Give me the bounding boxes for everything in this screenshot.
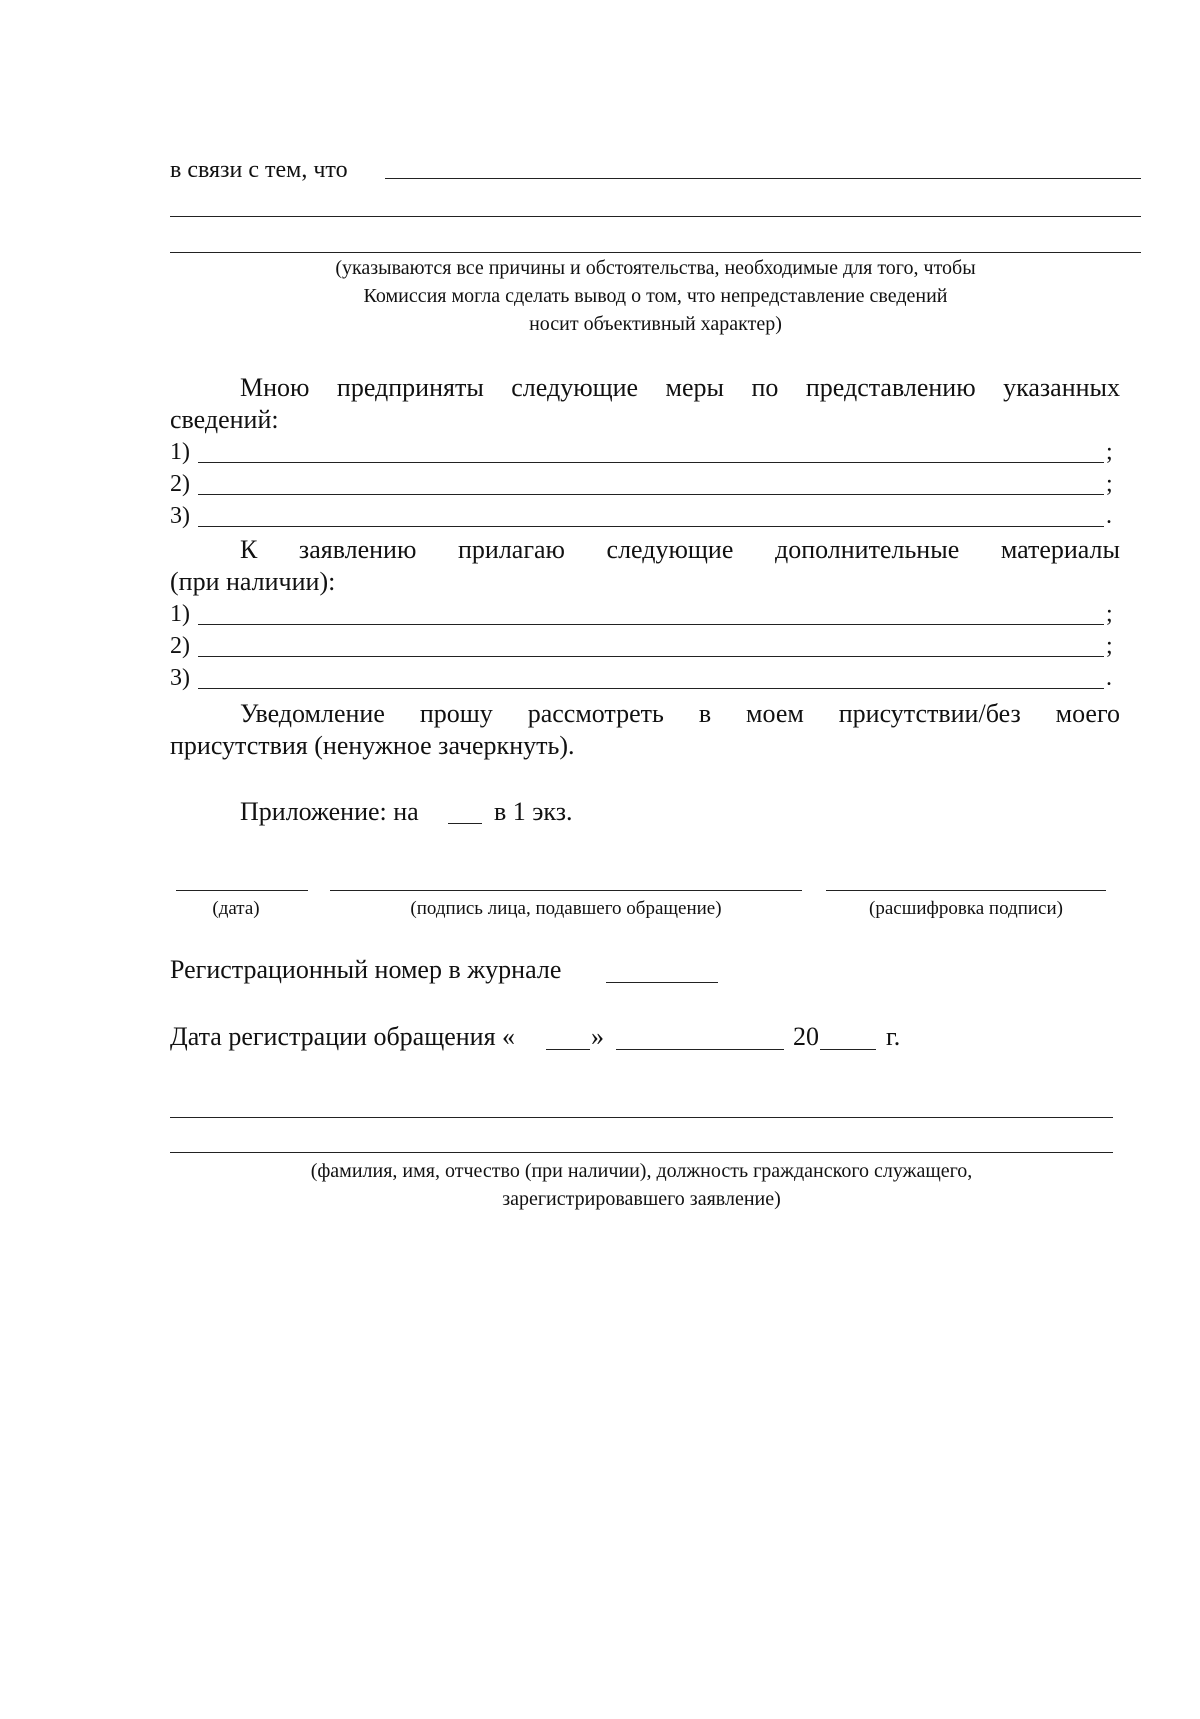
measure-line-2[interactable] [198,494,1104,495]
reason-line-2[interactable] [170,216,1141,217]
material-number-1: 1) [170,601,190,627]
registration-date-label: Дата регистрации обращения « [170,1022,516,1051]
registration-year-suffix: г. [886,1022,901,1051]
material-line-3[interactable] [198,688,1104,689]
signature-decode-line[interactable] [826,890,1106,891]
material-line-1[interactable] [198,624,1104,625]
material-number-2: 2) [170,633,190,659]
measures-line-1: Мною предприняты следующие меры по представлению указанных [240,373,1120,402]
reason-caption-3: носит объективный характер) [529,313,782,335]
attachment-pages-field[interactable] [448,823,482,824]
materials-line-1: К заявлению прилагаю следующие дополнительные материалы [240,535,1120,564]
reason-caption-1: (указываются все причины и обстоятельства, необходимые для того, чтобы [335,257,976,279]
measure-number-1: 1) [170,439,190,465]
registrar-line-1[interactable] [170,1117,1113,1118]
registration-year-prefix: 20 [793,1022,819,1051]
measure-number-2: 2) [170,471,190,497]
presence-line-1: Уведомление прошу рассмотреть в моем присутствии/без моего [240,699,1120,728]
registrar-caption-2: зарегистрировавшего заявление) [502,1188,781,1210]
presence-line-2: присутствия (ненужное зачеркнуть). [170,731,575,760]
date-line[interactable] [176,890,308,891]
reason-line-1[interactable] [385,178,1141,179]
material-end-2: ; [1106,633,1113,659]
reason-intro: в связи с тем, что [170,157,348,183]
measure-end-2: ; [1106,471,1113,497]
registration-number-label: Регистрационный номер в журнале [170,955,562,984]
registration-year-field[interactable] [820,1049,876,1050]
measures-line-2: сведений: [170,405,279,434]
material-end-3: . [1106,665,1112,691]
material-line-2[interactable] [198,656,1104,657]
measure-end-3: . [1106,503,1112,529]
attachment-suffix: в 1 экз. [494,797,573,826]
measure-number-3: 3) [170,503,190,529]
material-number-3: 3) [170,665,190,691]
registration-day-field[interactable] [546,1049,590,1050]
measure-end-1: ; [1106,439,1113,465]
registration-number-field[interactable] [606,982,718,983]
material-end-1: ; [1106,601,1113,627]
materials-line-2: (при наличии): [170,567,336,596]
measure-line-1[interactable] [198,462,1104,463]
registration-date-quote-close: » [591,1022,604,1051]
measure-line-3[interactable] [198,526,1104,527]
registrar-caption-1: (фамилия, имя, отчество (при наличии), должность гражданского служащего, [310,1160,973,1182]
registrar-line-2[interactable] [170,1152,1113,1153]
signature-caption: (подпись лица, подавшего обращение) [410,898,722,919]
attachment-prefix: Приложение: на [240,797,419,826]
reason-line-3[interactable] [170,252,1141,253]
reason-caption-2: Комиссия могла сделать вывод о том, что непредставление сведений [363,285,948,307]
registration-month-field[interactable] [616,1049,784,1050]
signature-line[interactable] [330,890,802,891]
date-caption: (дата) [212,898,260,919]
signature-decode-caption: (расшифровка подписи) [869,898,1063,919]
